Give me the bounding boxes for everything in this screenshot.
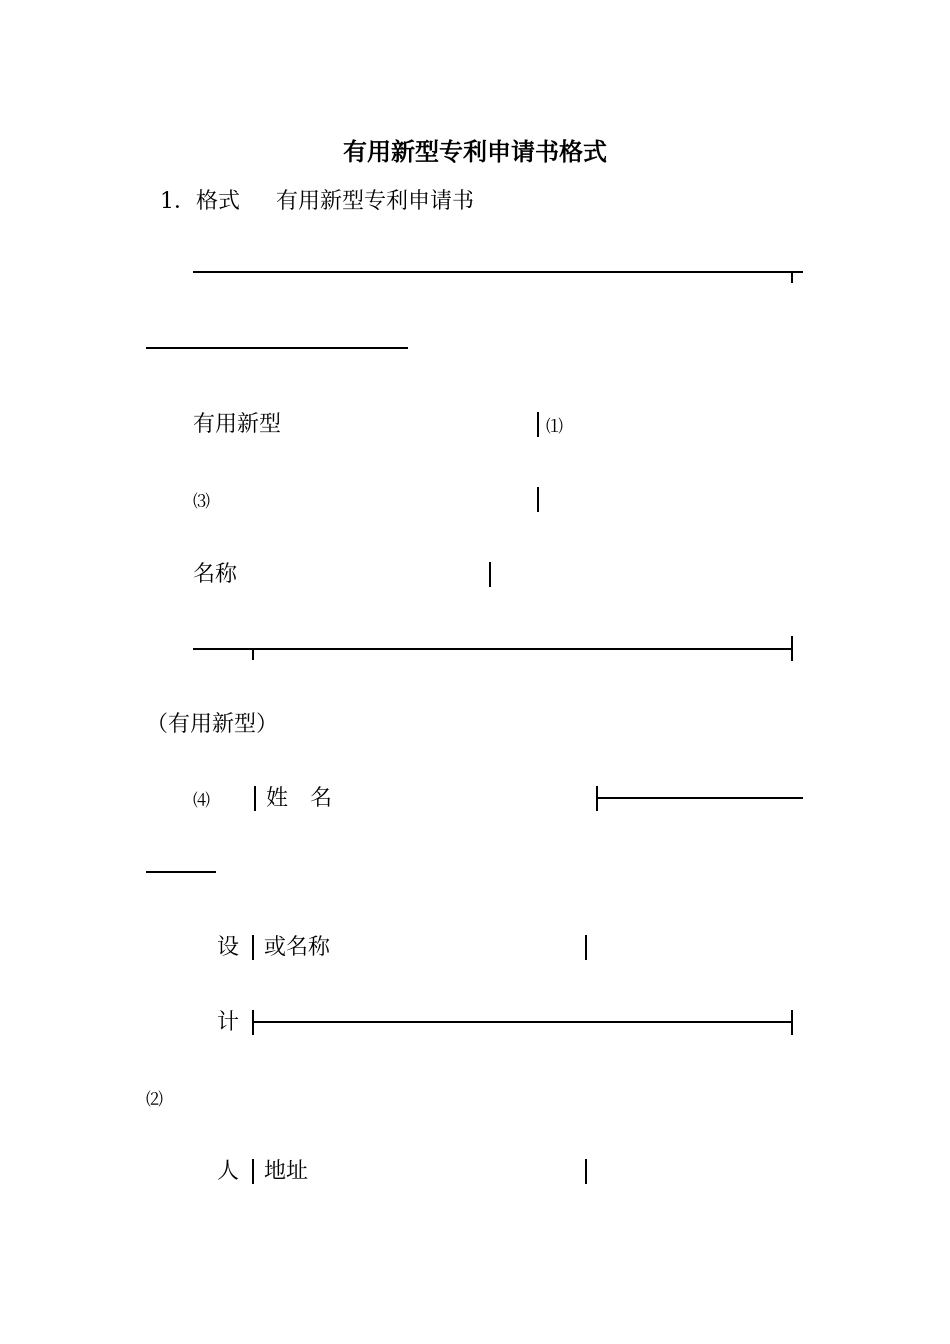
cell-divider (585, 935, 587, 960)
form-mid-border (193, 648, 793, 650)
mark-4: ⑷ (193, 791, 210, 811)
ji-row-right-end (791, 1010, 793, 1035)
name-label: 名称 (193, 562, 238, 587)
form-top-border-continuation (146, 347, 408, 349)
document-title: 有用新型专利申请书格式 (343, 137, 607, 166)
name-row-border (597, 797, 803, 799)
cell-divider (254, 786, 256, 811)
utility-model-label: 有用新型 (193, 412, 282, 437)
mark-1: ⑴ (546, 417, 563, 437)
form-mid-right-end (791, 636, 793, 661)
form-top-right-tick (791, 271, 793, 283)
address-label: 地址 (264, 1159, 309, 1184)
cell-divider (537, 412, 539, 437)
mark-2: ⑵ (146, 1090, 163, 1110)
designer-char-ji: 计 (217, 1010, 240, 1035)
cell-divider (252, 935, 254, 960)
cell-divider (585, 1159, 587, 1184)
utility-model-paren-label: （有用新型） (146, 712, 279, 737)
section-label: 1．格式 (160, 189, 240, 214)
or-name-label: 或名称 (264, 935, 331, 960)
designer-char-ren: 人 (217, 1159, 240, 1184)
person-name-label: 姓 名 (266, 786, 333, 811)
form-mid-tick (252, 648, 254, 660)
cell-divider (537, 487, 539, 512)
mark-3: ⑶ (193, 492, 210, 512)
form-top-border (193, 271, 803, 273)
designer-char-she: 设 (217, 935, 240, 960)
section-name: 有用新型专利申请书 (276, 189, 475, 214)
name-row-border-continuation (146, 871, 216, 873)
cell-divider (252, 1159, 254, 1184)
ji-row-border (253, 1021, 793, 1023)
cell-divider (489, 562, 491, 587)
